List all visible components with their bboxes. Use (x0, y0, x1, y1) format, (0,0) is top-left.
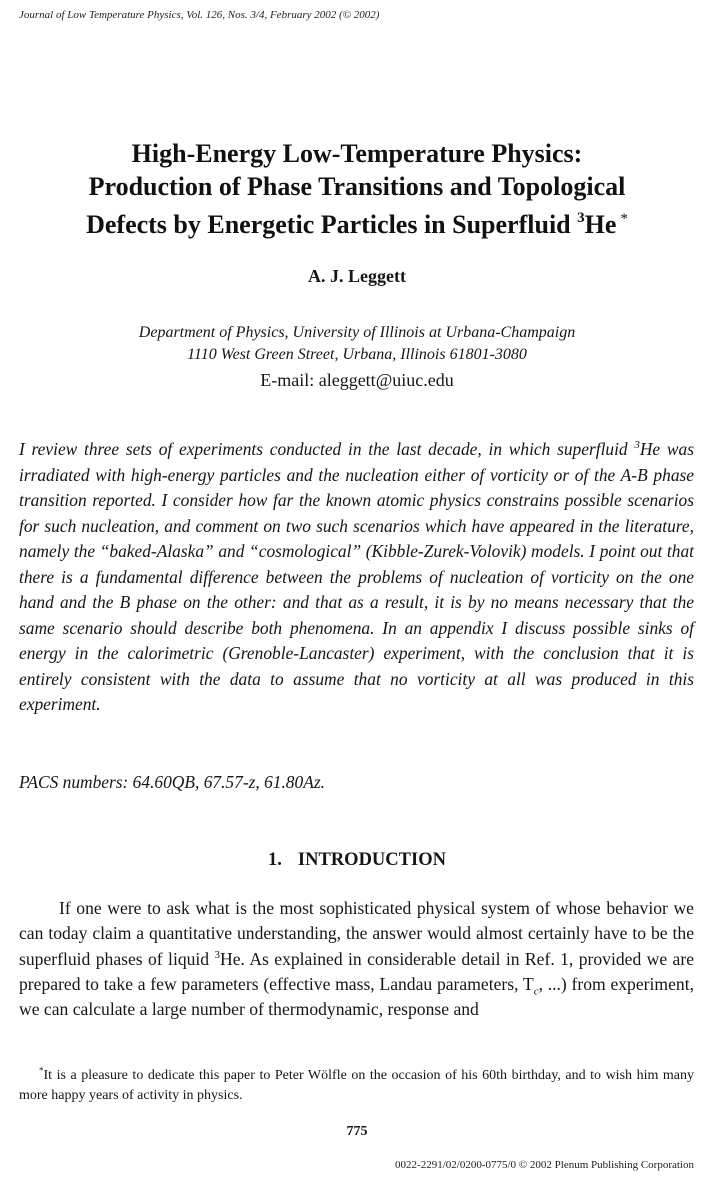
title-isotope-superscript: 3 (577, 210, 585, 226)
intro-text-1: If one were to ask what is the most sophisticated physical system of whose behavior we can today claim a quantitative understanding, the answer would almost certainly have to be the superfluid phases of liquid (19, 898, 694, 969)
affiliation-line-1: Department of Physics, University of Illinois at Urbana-Champaign (138, 324, 576, 341)
intro-subscript: c (533, 985, 539, 998)
section-number: 1. (268, 850, 282, 870)
title-line-1: High-Energy Low-Temperature Physics: (131, 139, 583, 168)
abstract-isotope-superscript: 3 (634, 439, 640, 452)
intro-isotope-superscript: 3 (214, 948, 220, 961)
abstract (19, 437, 694, 718)
section-title: INTRODUCTION (297, 850, 446, 870)
title-element: He (584, 210, 617, 239)
title-line-3 (0, 203, 714, 241)
title-line-2: Production of Phase Transitions and Topological (88, 172, 626, 201)
journal-header: Journal of Low Temperature Physics, Vol. 126, Nos. 3/4, February 2002 (© 2002) (19, 9, 380, 21)
affiliation (0, 322, 714, 366)
abstract-text-start: I review three sets of experiments conducted in the last decade, in which superfluid (19, 439, 635, 459)
title-footnote-mark: * (620, 211, 628, 227)
section-heading (0, 850, 714, 871)
paper-title (0, 137, 714, 241)
footnote (19, 1066, 694, 1106)
footnote-text: It is a pleasure to dedicate this paper to Peter Wölfle on the occasion of his 60th birthday, and to wish him many more happy years of activity in physics. (19, 1068, 694, 1103)
title-line-3-text: Defects by Energetic Particles in Superfluid (86, 210, 578, 239)
author-email: E-mail: aleggett@uiuc.edu (260, 370, 454, 390)
intro-text-2: He. As explained in considerable detail in Ref. 1, provided we are prepared to take a few parameters (effective mass, Landau parameters, T (19, 948, 695, 994)
pacs-numbers: PACS numbers: 64.60QB, 67.57-z, 61.80Az. (19, 772, 325, 792)
intro-paragraph (19, 896, 694, 1022)
affiliation-line-2: 1110 West Green Street, Urbana, Illinois 61801-3080 (187, 346, 527, 363)
abstract-text-rest: He was irradiated with high-energy particles and the nucleation either of vorticity or of the A-B phase transition reported. I consider how far the known atomic physics constrains possible scenarios for such nucleation, and comment on two such scenarios which have appeared in the literature, namely the “baked-Alaska” and “cosmological” (Kibble-Zurek-Volovik) models. I point out that there is a fundamental difference between the problems of nucleation of vorticity on the one hand and the B phase on the other: and that as a result, it is by no means necessary that the same scenario should describe both phenomena. In an appendix I discuss possible sinks of energy in the calorimetric (Grenoble-Lancaster) experiment, with the conclusion that it is entirely consistent with the data to assume that no vorticity at all was produced in this experiment. (19, 439, 694, 714)
author-name: A. J. Leggett (308, 266, 406, 286)
copyright-line: 0022-2291/02/0200-0775/0 © 2002 Plenum Publishing Corporation (395, 1159, 694, 1171)
page-number: 775 (346, 1124, 368, 1139)
intro-text-3: , ...) from experiment, we can calculate a large number of thermodynamic, response and (19, 973, 694, 1020)
footnote-mark: * (39, 1065, 44, 1076)
